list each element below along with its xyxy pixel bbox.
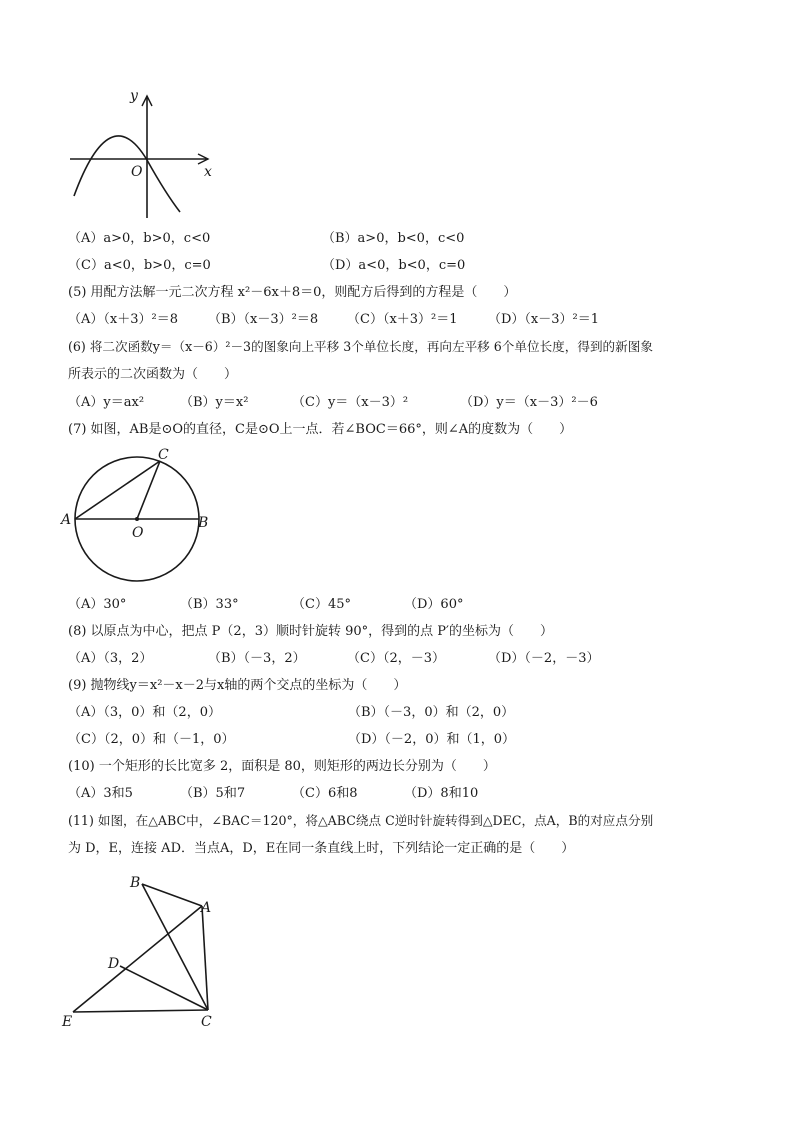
q11-stem-line1: (11) 如图，在△ABC中，∠BAC＝120°，将△ABC绕点 C逆时针旋转得到△DEC，点A，B的对应点分别	[68, 813, 654, 828]
q10-option-b[interactable]: （B）5和7	[180, 786, 246, 801]
q8-option-a[interactable]: （A）（3，2）	[68, 651, 153, 666]
q4-option-c[interactable]: （C）a<0，b>0，c=0	[68, 258, 211, 273]
label-a: A	[61, 512, 72, 528]
q6-option-c[interactable]: （C）y＝（x－3）²	[292, 395, 409, 410]
q4-parabola-graph	[62, 88, 222, 223]
segment-ec	[73, 1010, 208, 1012]
q9-option-c[interactable]: （C）（2，0）和（－1，0）	[68, 732, 235, 747]
q6-option-b[interactable]: （B）y＝x²	[180, 395, 249, 410]
q10-option-a[interactable]: （A）3和5	[68, 786, 133, 801]
parabola-curve	[74, 136, 180, 212]
q4-option-a[interactable]: （A）a>0，b>0，c<0	[68, 231, 211, 246]
segment-ac	[202, 906, 208, 1010]
q11-stem-line2: 为 D，E，连接 AD．当点A，D，E在同一条直线上时，下列结论一定正确的是（ ）	[68, 841, 575, 856]
q7-option-d[interactable]: （D）60°	[404, 597, 464, 612]
q6-stem-line2: 所表示的二次函数为（ ）	[68, 367, 238, 382]
q10-stem: (10) 一个矩形的长比宽多 2，面积是 80，则矩形的两边长分别为（ ）	[68, 759, 496, 774]
q7-stem: (7) 如图，AB是⊙O的直径，C是⊙O上一点．若∠BOC＝66°，则∠A的度数为（ ）	[68, 422, 573, 437]
q6-option-a[interactable]: （A）y＝ax²	[68, 395, 145, 410]
label-c: C	[201, 1014, 212, 1030]
center-point	[135, 517, 139, 521]
q8-stem: (8) 以原点为中心，把点 P（2，3）顺时针旋转 90°，得到的点 P′的坐标为（ ）	[68, 624, 553, 639]
q4-option-d[interactable]: （D）a<0，b<0，c=0	[322, 258, 466, 273]
q8-option-d[interactable]: （D）（－2，－3）	[488, 651, 600, 666]
q4-option-b[interactable]: （B）a>0，b<0，c<0	[322, 231, 465, 246]
q9-option-a[interactable]: （A）（3，0）和（2，0）	[68, 705, 221, 720]
q7-option-c[interactable]: （C）45°	[292, 597, 351, 612]
chord-ac	[75, 461, 160, 519]
q10-option-d[interactable]: （D）8和10	[404, 786, 479, 801]
q7-option-b[interactable]: （B）33°	[180, 597, 239, 612]
q5-option-a[interactable]: （A）（x＋3）²＝8	[68, 312, 178, 327]
segment-dc	[120, 966, 208, 1010]
label-d: D	[108, 956, 120, 972]
label-b: B	[130, 875, 141, 891]
q11-triangle-figure	[58, 872, 238, 1032]
label-e: E	[62, 1014, 73, 1030]
label-b: B	[198, 515, 209, 531]
label-c: C	[158, 447, 169, 463]
y-axis-label: y	[130, 88, 138, 104]
q8-option-c[interactable]: （C）（2，－3）	[347, 651, 445, 666]
q5-option-c[interactable]: （C）（x＋3）²＝1	[347, 312, 458, 327]
segment-ae	[73, 906, 202, 1012]
q6-stem-line1: (6) 将二次函数y＝（x－6）²－3的图象向上平移 3个单位长度，再向左平移 6个单位长度，得到的新图象	[68, 339, 653, 354]
q5-option-b[interactable]: （B）（x－3）²＝8	[208, 312, 319, 327]
x-axis-label: x	[204, 164, 212, 180]
q5-stem: (5) 用配方法解一元二次方程 x²－6x＋8＝0，则配方后得到的方程是（ ）	[68, 285, 517, 300]
q7-option-a[interactable]: （A）30°	[68, 597, 127, 612]
q7-circle-figure	[58, 447, 218, 597]
q5-option-d[interactable]: （D）（x－3）²＝1	[488, 312, 600, 327]
origin-label: O	[131, 164, 143, 180]
q9-stem: (9) 抛物线y＝x²－x－2与x轴的两个交点的坐标为（ ）	[68, 678, 407, 693]
q9-option-d[interactable]: （D）（－2，0）和（1，0）	[348, 732, 516, 747]
q6-option-d[interactable]: （D）y＝（x－3）²－6	[460, 395, 598, 410]
q9-option-b[interactable]: （B）（－3，0）和（2，0）	[348, 705, 515, 720]
q10-option-c[interactable]: （C）6和8	[292, 786, 358, 801]
label-o: O	[132, 525, 144, 541]
q8-option-b[interactable]: （B）（－3，2）	[208, 651, 306, 666]
label-a: A	[201, 900, 212, 916]
